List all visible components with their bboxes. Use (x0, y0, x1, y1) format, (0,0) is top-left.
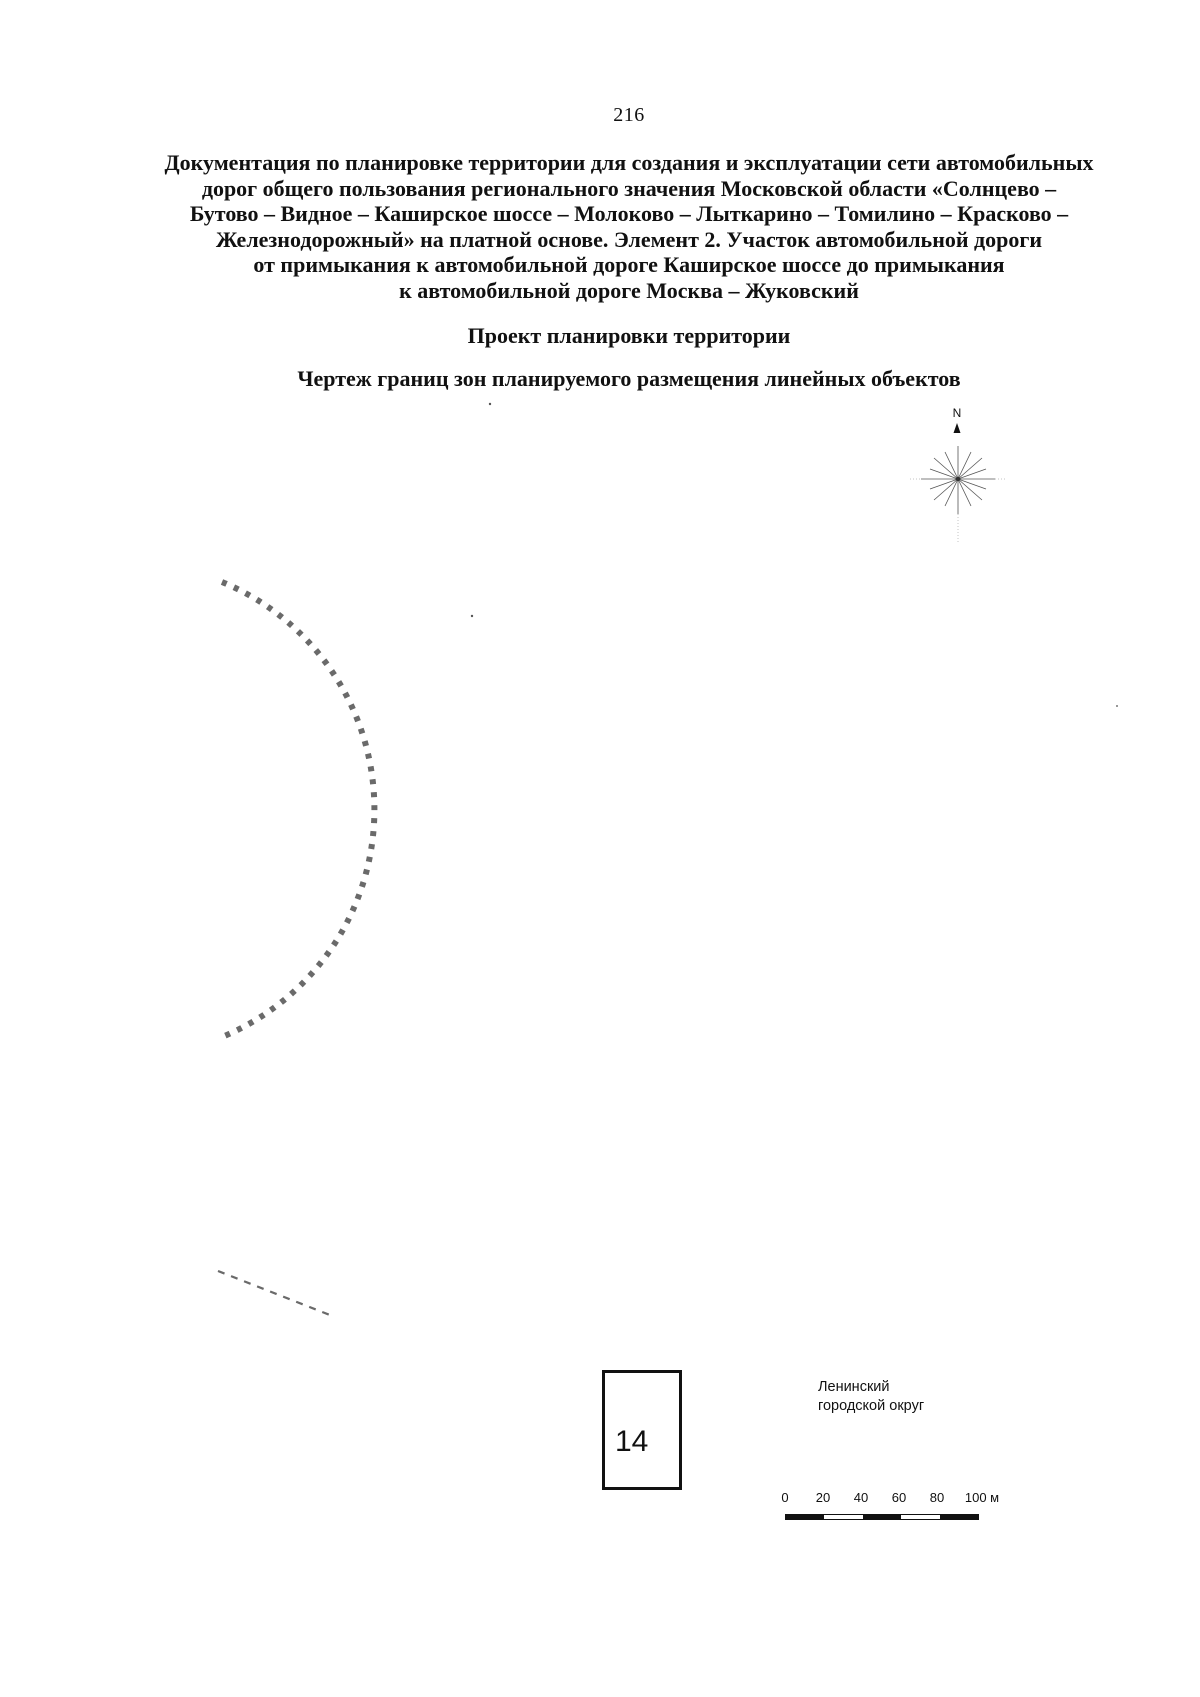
scale-tick-label: 80 (929, 1490, 945, 1505)
title-line: Железнодорожный» на платной основе. Элемент 2. Участок автомобильной дороги (215, 226, 1043, 252)
project-subtitle: Проект планировки территории (467, 323, 791, 348)
scale-tick-label: 100 м (964, 1490, 1000, 1505)
sheet-number: 14 (615, 1425, 649, 1458)
district-label-line: городской округ (818, 1398, 925, 1414)
district-label (818, 1378, 924, 1416)
north-label: N (952, 406, 962, 420)
title-line: Документация по планировке территории для создания и эксплуатации сети автомобильных (164, 150, 1094, 175)
title-line: дорог общего пользования регионального значения Московской области «Солнцево – (201, 175, 1057, 201)
map-speck (471, 615, 473, 617)
scale-bar (780, 1490, 1010, 1530)
scale-segment (901, 1515, 939, 1519)
page-number: 216 (613, 104, 645, 126)
compass-rose-icon (910, 406, 1006, 544)
drawing-subtitle: Чертеж границ зон планируемого размещения линейных объектов (297, 366, 961, 391)
map-speck (1116, 705, 1118, 707)
district-label-line: Ленинский (818, 1379, 890, 1395)
scale-tick-label: 40 (853, 1490, 869, 1505)
scale-tick-label: 0 (781, 1490, 789, 1505)
map-speck (489, 403, 491, 405)
planned-zone-boundary-arc (222, 582, 374, 1037)
sheet-number-box (602, 1370, 682, 1490)
scale-rail (785, 1514, 979, 1520)
title-line: Бутово – Видное – Каширское шоссе – Молоково – Лыткарино – Томилино – Красково – (189, 201, 1069, 227)
title-line: от примыкания к автомобильной дороге Каширское шоссе до примыкания (253, 252, 1005, 278)
title-line: к автомобильной дороге Москва – Жуковский (399, 277, 859, 303)
scale-segment (863, 1515, 901, 1519)
scale-tick-label: 20 (815, 1490, 831, 1505)
north-arrow-icon (954, 423, 961, 433)
road-dashed-line (218, 1271, 335, 1317)
scale-segment (786, 1515, 824, 1519)
scale-segment (940, 1515, 978, 1519)
scale-tick-label: 60 (891, 1490, 907, 1505)
scale-segment (824, 1515, 862, 1519)
